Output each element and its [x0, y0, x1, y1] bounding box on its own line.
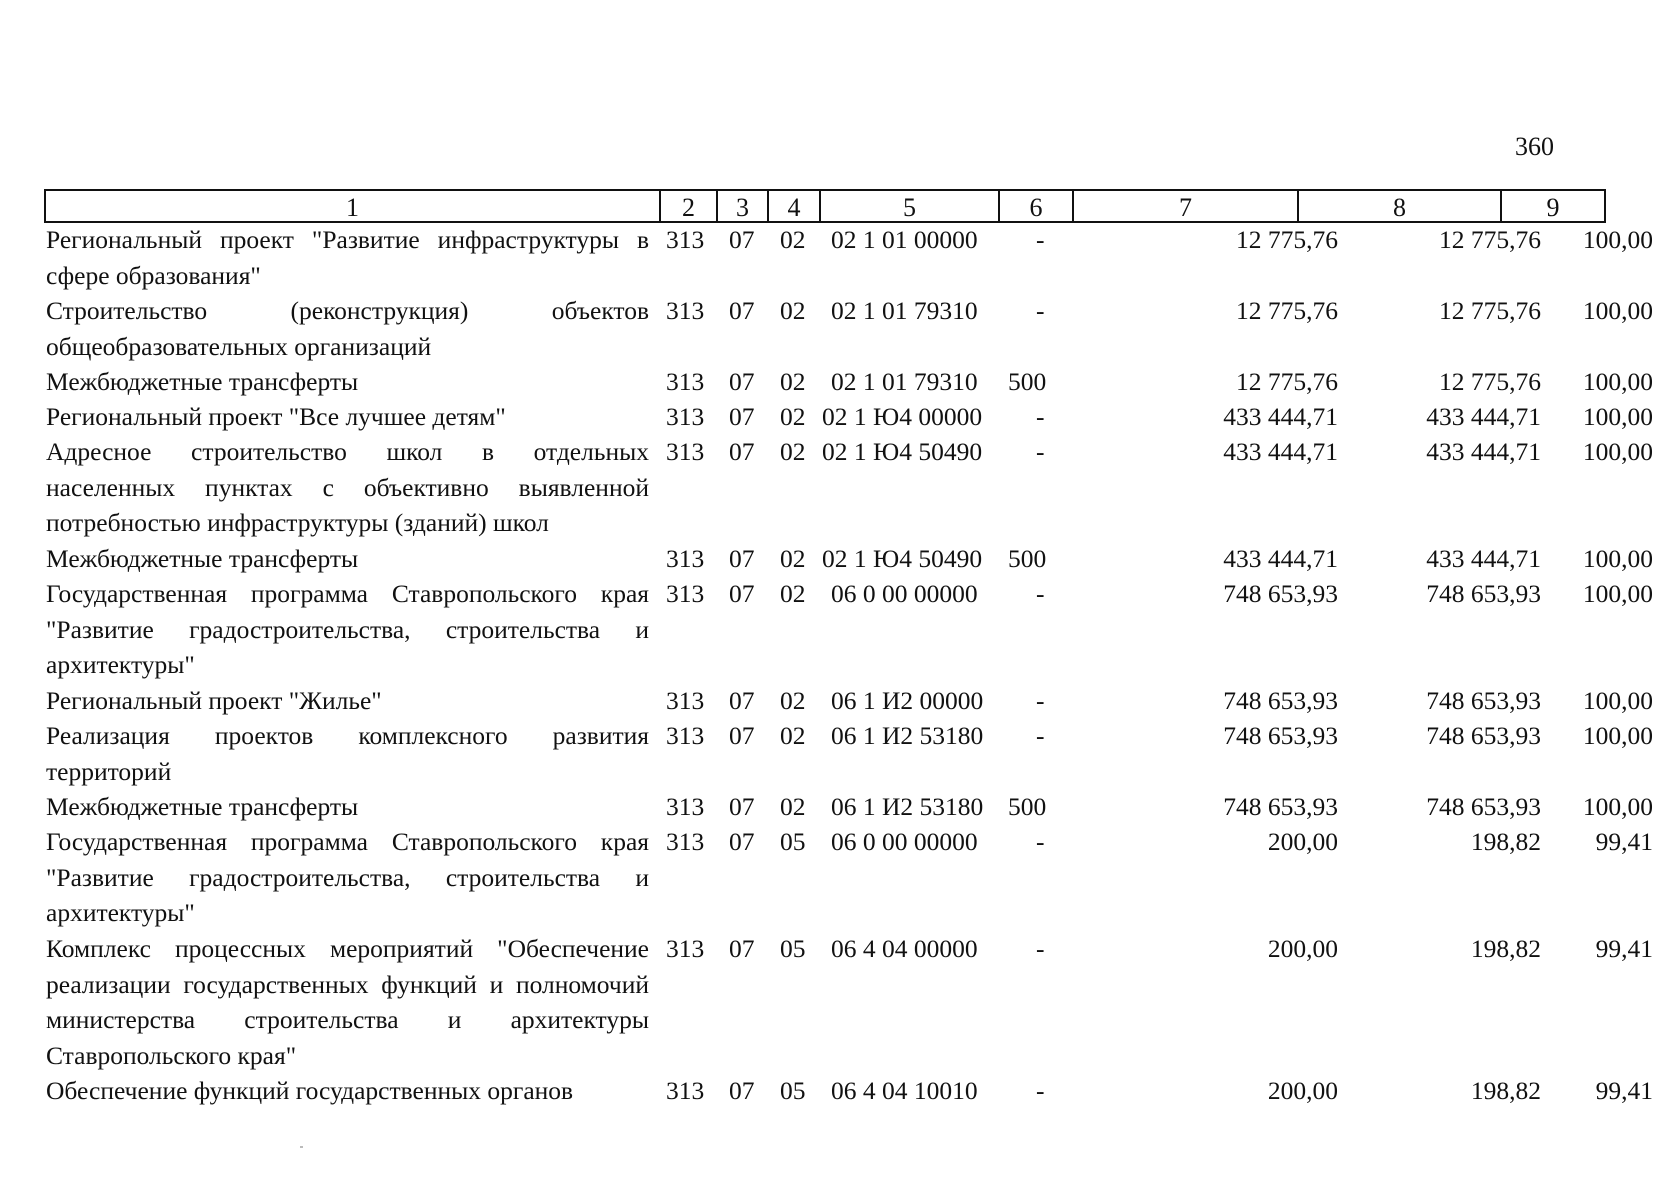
row-col-5: 06 0 00 00000 — [831, 827, 978, 856]
row-col-4: 05 — [780, 934, 806, 963]
scan-speck — [300, 1146, 303, 1148]
row-col-4: 02 — [780, 721, 806, 750]
header-col-6: 6 — [1000, 191, 1074, 221]
header-col-4: 4 — [769, 191, 821, 221]
row-name: Реализация проектов комплексного развития территорий — [46, 721, 649, 786]
row-col-5: 06 1 И2 53180 — [831, 792, 984, 821]
row-col-9: 100,00 — [1582, 402, 1653, 431]
row-col-6: - — [1036, 934, 1045, 963]
row-col-6: - — [1036, 1076, 1045, 1105]
row-col-9: 100,00 — [1582, 686, 1653, 715]
page-number: 360 — [1515, 132, 1554, 161]
row-col-3: 07 — [729, 296, 755, 325]
row-col-7: 433 444,71 — [1223, 437, 1338, 466]
row-name: Адресное строительство школ в отдельных населенных пунктах с объективно выявленной потребностью инфраструктуры (зданий) школ — [46, 437, 649, 537]
row-col-3: 07 — [729, 367, 755, 396]
row-col-3: 07 — [729, 579, 755, 608]
row-col-5: 02 1 Ю4 00000 — [822, 402, 983, 431]
row-col-3: 07 — [729, 544, 755, 573]
row-col-8: 198,82 — [1470, 1076, 1541, 1105]
row-name: Межбюджетные трансферты — [46, 792, 359, 821]
row-col-9: 100,00 — [1582, 544, 1653, 573]
row-name: Региональный проект "Жилье" — [46, 686, 382, 715]
row-col-7: 748 653,93 — [1223, 721, 1338, 750]
row-col-3: 07 — [729, 225, 755, 254]
row-col-6: - — [1036, 721, 1045, 750]
row-col-4: 02 — [780, 367, 806, 396]
row-col-7: 433 444,71 — [1223, 544, 1338, 573]
row-col-2: 313 — [666, 544, 705, 573]
row-col-8: 12 775,76 — [1439, 296, 1541, 325]
header-col-8: 8 — [1299, 191, 1502, 221]
row-col-7: 12 775,76 — [1236, 367, 1338, 396]
row-col-9: 100,00 — [1582, 225, 1653, 254]
header-col-9: 9 — [1546, 193, 1560, 222]
row-col-7: 748 653,93 — [1223, 686, 1338, 715]
row-col-5: 06 0 00 00000 — [831, 579, 978, 608]
row-col-4: 02 — [780, 437, 806, 466]
row-col-5: 02 1 Ю4 50490 — [822, 437, 983, 466]
row-name: Государственная программа Ставропольского края "Развитие градостроительства, строительства и архитектуры" — [46, 827, 649, 927]
row-col-4: 02 — [780, 579, 806, 608]
row-col-4: 02 — [780, 402, 806, 431]
row-col-2: 313 — [666, 225, 705, 254]
row-col-6: - — [1036, 437, 1045, 466]
row-col-7: 433 444,71 — [1223, 402, 1338, 431]
row-col-3: 07 — [729, 721, 755, 750]
row-col-5: 02 1 01 00000 — [831, 225, 978, 254]
row-col-9: 99,41 — [1595, 1076, 1653, 1105]
row-col-3: 07 — [729, 934, 755, 963]
row-col-7: 12 775,76 — [1236, 296, 1338, 325]
row-col-2: 313 — [666, 1076, 705, 1105]
row-col-8: 748 653,93 — [1426, 721, 1541, 750]
row-col-5: 02 1 01 79310 — [831, 367, 978, 396]
row-col-8: 433 444,71 — [1426, 544, 1541, 573]
row-col-2: 313 — [666, 437, 705, 466]
row-col-6: 500 — [1008, 544, 1047, 573]
row-col-8: 748 653,93 — [1426, 686, 1541, 715]
row-col-9: 100,00 — [1582, 367, 1653, 396]
row-col-4: 02 — [780, 225, 806, 254]
row-col-9: 100,00 — [1582, 579, 1653, 608]
row-col-8: 198,82 — [1470, 934, 1541, 963]
row-col-4: 05 — [780, 827, 806, 856]
row-name: Межбюджетные трансферты — [46, 544, 359, 573]
row-col-8: 12 775,76 — [1439, 225, 1541, 254]
row-col-3: 07 — [729, 437, 755, 466]
header-col-2: 2 — [661, 191, 718, 221]
row-col-5: 02 1 Ю4 50490 — [822, 544, 983, 573]
row-col-2: 313 — [666, 686, 705, 715]
row-col-9: 100,00 — [1582, 792, 1653, 821]
row-col-6: - — [1036, 402, 1045, 431]
row-col-2: 313 — [666, 579, 705, 608]
row-col-6: 500 — [1008, 792, 1047, 821]
header-col-3: 3 — [718, 191, 769, 221]
row-name: Государственная программа Ставропольского края "Развитие градостроительства, строительства и архитектуры" — [46, 579, 649, 679]
row-col-5: 06 1 И2 00000 — [831, 686, 984, 715]
row-col-6: 500 — [1008, 367, 1047, 396]
row-col-5: 06 4 04 10010 — [831, 1076, 978, 1105]
row-col-3: 07 — [729, 827, 755, 856]
row-name: Региональный проект "Развитие инфраструктуры в сфере образования" — [46, 225, 649, 290]
row-name: Обеспечение функций государственных органов — [46, 1076, 574, 1105]
row-col-9: 100,00 — [1582, 437, 1653, 466]
row-col-7: 748 653,93 — [1223, 579, 1338, 608]
row-col-2: 313 — [666, 934, 705, 963]
row-name: Комплекс процессных мероприятий "Обеспечение реализации государственных функций и полномочий министерства строительства и архитектуры Ставропольского края" — [46, 934, 649, 1070]
row-col-4: 02 — [780, 296, 806, 325]
row-name: Межбюджетные трансферты — [46, 367, 359, 396]
row-col-8: 12 775,76 — [1439, 367, 1541, 396]
row-name: Строительство (реконструкция) объектов общеобразовательных организаций — [46, 296, 649, 361]
row-col-4: 05 — [780, 1076, 806, 1105]
row-col-2: 313 — [666, 296, 705, 325]
row-col-3: 07 — [729, 686, 755, 715]
row-col-9: 100,00 — [1582, 721, 1653, 750]
row-col-3: 07 — [729, 402, 755, 431]
row-col-7: 200,00 — [1267, 934, 1338, 963]
row-col-7: 748 653,93 — [1223, 792, 1338, 821]
row-col-8: 433 444,71 — [1426, 402, 1541, 431]
row-col-6: - — [1036, 579, 1045, 608]
row-col-6: - — [1036, 296, 1045, 325]
row-col-5: 02 1 01 79310 — [831, 296, 978, 325]
row-col-6: - — [1036, 686, 1045, 715]
row-col-9: 100,00 — [1582, 296, 1653, 325]
row-col-4: 02 — [780, 686, 806, 715]
row-col-4: 02 — [780, 544, 806, 573]
row-col-2: 313 — [666, 792, 705, 821]
row-name: Региональный проект "Все лучшее детям" — [46, 402, 506, 431]
row-col-9: 99,41 — [1595, 934, 1653, 963]
row-col-6: - — [1036, 225, 1045, 254]
row-col-3: 07 — [729, 792, 755, 821]
row-col-6: - — [1036, 827, 1045, 856]
header-col-7: 7 — [1074, 191, 1299, 221]
row-col-8: 748 653,93 — [1426, 792, 1541, 821]
row-col-8: 198,82 — [1470, 827, 1541, 856]
row-col-7: 200,00 — [1267, 1076, 1338, 1105]
row-col-5: 06 1 И2 53180 — [831, 721, 984, 750]
row-col-9: 99,41 — [1595, 827, 1653, 856]
row-col-2: 313 — [666, 721, 705, 750]
header-col-1: 1 — [46, 191, 661, 221]
row-col-2: 313 — [666, 827, 705, 856]
row-col-7: 12 775,76 — [1236, 225, 1338, 254]
row-col-2: 313 — [666, 402, 705, 431]
row-col-3: 07 — [729, 1076, 755, 1105]
row-col-8: 433 444,71 — [1426, 437, 1541, 466]
row-col-4: 02 — [780, 792, 806, 821]
row-col-8: 748 653,93 — [1426, 579, 1541, 608]
header-col-5: 5 — [821, 191, 1000, 221]
table-header — [44, 189, 1606, 223]
row-col-7: 200,00 — [1267, 827, 1338, 856]
row-col-2: 313 — [666, 367, 705, 396]
row-col-5: 06 4 04 00000 — [831, 934, 978, 963]
